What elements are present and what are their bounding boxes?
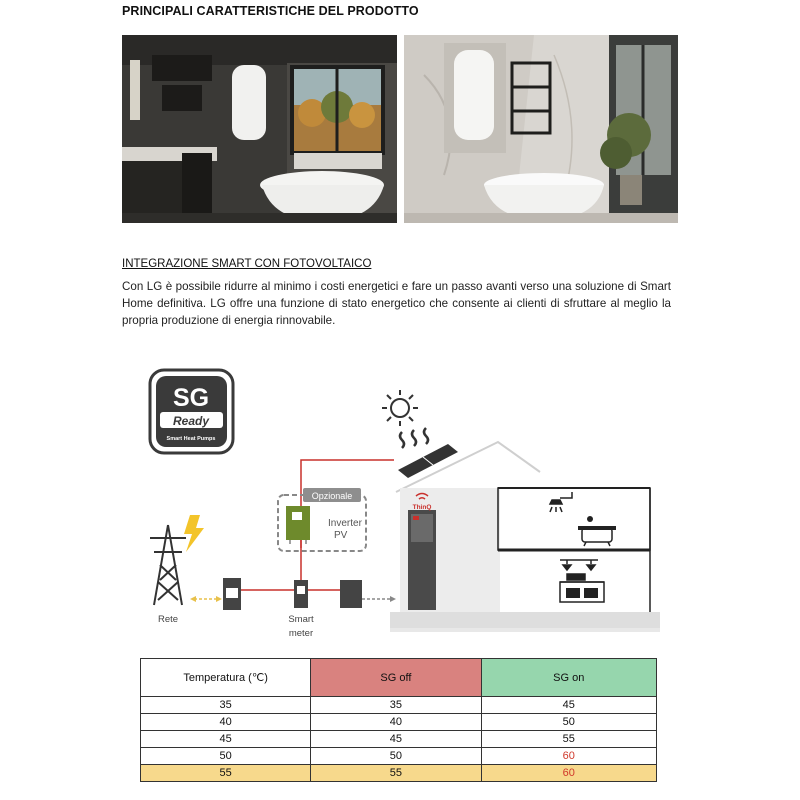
cell-sg-on: 50: [481, 714, 656, 731]
smart-meter-icon: [294, 580, 308, 608]
intro-paragraph: Con LG è possibile ridurre al minimo i costi energetici e fare un passo avanti verso una soluzione di Smart Home definitiva. LG offre una funzione di stato energetico che consente ai clienti di sfruttare al meglio la propria produzione di energia rinnovabile.: [122, 280, 671, 327]
optional-label: Opzionale: [311, 491, 353, 501]
cell-sg-on: 60: [481, 748, 656, 765]
badge-sub-text: Smart Heat Pumps: [166, 436, 216, 442]
bidirectional-meter-icon: [223, 578, 241, 610]
controller-box-icon: [340, 580, 396, 608]
inverter-icon: [286, 506, 310, 544]
cell-sg-on: 60: [481, 765, 656, 782]
inverter-label-line1: Inverter: [328, 518, 362, 529]
meter-label-line1: Smart: [288, 614, 314, 625]
heat-waves-icon: [400, 428, 428, 448]
table-header-row: [141, 659, 657, 697]
cell-sg-off: 45: [311, 731, 481, 748]
bathroom-photo-left: [122, 35, 397, 223]
lightning-icon: [184, 515, 204, 552]
section-subheading: INTEGRAZIONE SMART CON FOTOVOLTAICO: [122, 258, 372, 270]
cell-temp: 50: [141, 748, 311, 765]
page-title: PRINCIPALI CARATTERISTICHE DEL PRODOTTO: [122, 4, 419, 18]
sg-ready-badge: [150, 370, 233, 453]
table-row: [141, 714, 657, 731]
cell-sg-off: 50: [311, 748, 481, 765]
table-row-highlighted: [141, 765, 657, 782]
cell-sg-off: 55: [311, 765, 481, 782]
power-tower-icon: [150, 525, 186, 605]
cell-temp: 35: [141, 697, 311, 714]
thinq-label: ThinQ: [412, 504, 432, 511]
cell-temp: 55: [141, 765, 311, 782]
header-sg-off: SG off: [311, 659, 481, 697]
heat-pump-tank-icon: [408, 510, 436, 610]
inverter-label-line2: PV: [334, 530, 348, 541]
cell-temp: 40: [141, 714, 311, 731]
table-row: [141, 748, 657, 765]
header-sg-on: SG on: [481, 659, 656, 697]
cell-sg-on: 45: [481, 697, 656, 714]
cell-temp: 45: [141, 731, 311, 748]
table-row: [141, 697, 657, 714]
badge-ready-text: Ready: [172, 414, 210, 428]
sg-temperature-table: [140, 658, 657, 782]
grid-exchange-arrow: [190, 596, 222, 602]
table-row: [141, 731, 657, 748]
cell-sg-off: 35: [311, 697, 481, 714]
badge-sg-text: SG: [172, 384, 210, 412]
grid-label: Rete: [157, 614, 179, 625]
pv-integration-diagram: [120, 360, 680, 650]
header-temperature: Temperatura (℃): [141, 659, 311, 697]
cell-sg-off: 40: [311, 714, 481, 731]
sun-icon: [382, 390, 418, 426]
cell-sg-on: 55: [481, 731, 656, 748]
meter-label-line2: meter: [288, 628, 314, 639]
bathroom-photo-right: [404, 35, 678, 223]
